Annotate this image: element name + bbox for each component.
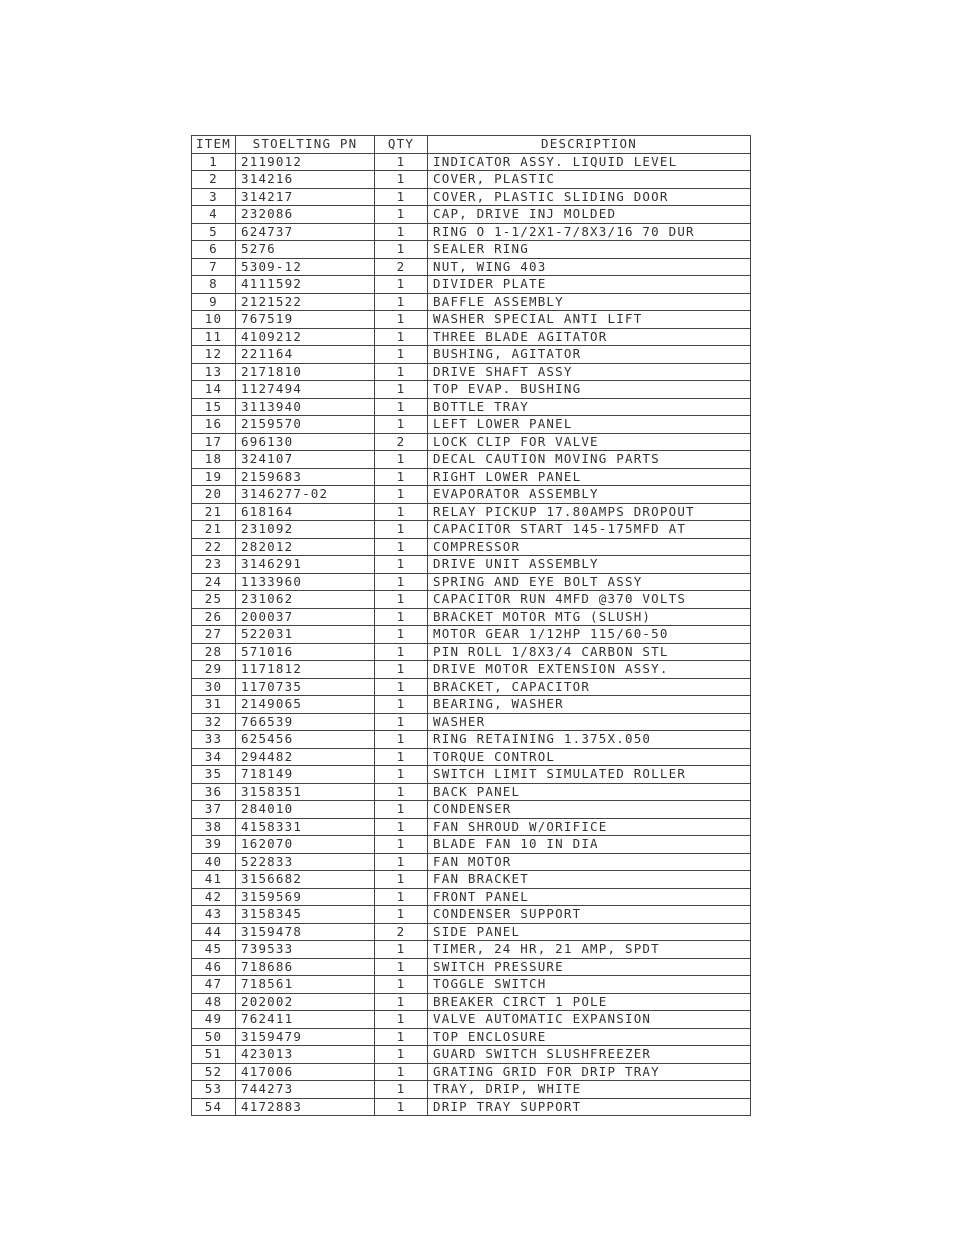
item-number-cell: 5 — [192, 223, 236, 241]
table-row — [192, 1028, 751, 1046]
table-row — [192, 223, 751, 241]
table-row — [192, 468, 751, 486]
part-number-cell: 3158351 — [236, 783, 375, 801]
part-number-cell: 3158345 — [236, 906, 375, 924]
table-row — [192, 941, 751, 959]
description-cell: SWITCH PRESSURE — [428, 958, 751, 976]
description-cell: TOP EVAP. BUSHING — [428, 381, 751, 399]
description-cell: WASHER — [428, 713, 751, 731]
item-number-cell: 20 — [192, 486, 236, 504]
table-row — [192, 206, 751, 224]
quantity-cell: 1 — [375, 311, 428, 329]
quantity-cell: 1 — [375, 643, 428, 661]
table-row — [192, 521, 751, 539]
part-number-cell: 3146277-02 — [236, 486, 375, 504]
table-row — [192, 748, 751, 766]
item-number-cell: 43 — [192, 906, 236, 924]
table-row — [192, 258, 751, 276]
item-number-cell: 32 — [192, 713, 236, 731]
part-number-cell: 324107 — [236, 451, 375, 469]
description-cell: BLADE FAN 10 IN DIA — [428, 836, 751, 854]
description-cell: BREAKER CIRCT 1 POLE — [428, 993, 751, 1011]
description-cell: BUSHING, AGITATOR — [428, 346, 751, 364]
item-number-cell: 17 — [192, 433, 236, 451]
description-cell: RIGHT LOWER PANEL — [428, 468, 751, 486]
part-number-cell: 3156682 — [236, 871, 375, 889]
item-number-cell: 31 — [192, 696, 236, 714]
description-cell: BRACKET, CAPACITOR — [428, 678, 751, 696]
item-number-cell: 26 — [192, 608, 236, 626]
item-number-cell: 6 — [192, 241, 236, 259]
quantity-cell: 2 — [375, 923, 428, 941]
item-number-cell: 42 — [192, 888, 236, 906]
item-number-cell: 48 — [192, 993, 236, 1011]
quantity-cell: 1 — [375, 748, 428, 766]
quantity-cell: 1 — [375, 363, 428, 381]
description-cell: BAFFLE ASSEMBLY — [428, 293, 751, 311]
description-cell: CONDENSER SUPPORT — [428, 906, 751, 924]
table-row — [192, 311, 751, 329]
table-row — [192, 381, 751, 399]
part-number-cell: 767519 — [236, 311, 375, 329]
table-row — [192, 976, 751, 994]
item-number-cell: 21 — [192, 503, 236, 521]
quantity-cell: 1 — [375, 171, 428, 189]
quantity-cell: 1 — [375, 1063, 428, 1081]
description-cell: LOCK CLIP FOR VALVE — [428, 433, 751, 451]
item-number-cell: 4 — [192, 206, 236, 224]
item-number-cell: 22 — [192, 538, 236, 556]
item-number-cell: 8 — [192, 276, 236, 294]
header-item: ITEM — [192, 136, 236, 154]
table-row — [192, 171, 751, 189]
description-cell: SEALER RING — [428, 241, 751, 259]
quantity-cell: 1 — [375, 398, 428, 416]
item-number-cell: 7 — [192, 258, 236, 276]
table-row — [192, 556, 751, 574]
quantity-cell: 1 — [375, 976, 428, 994]
part-number-cell: 1171812 — [236, 661, 375, 679]
parts-list-table — [191, 135, 751, 1116]
part-number-cell: 162070 — [236, 836, 375, 854]
table-row — [192, 626, 751, 644]
part-number-cell: 417006 — [236, 1063, 375, 1081]
item-number-cell: 3 — [192, 188, 236, 206]
part-number-cell: 232086 — [236, 206, 375, 224]
part-number-cell: 5276 — [236, 241, 375, 259]
part-number-cell: 231092 — [236, 521, 375, 539]
quantity-cell: 1 — [375, 818, 428, 836]
description-cell: VALVE AUTOMATIC EXPANSION — [428, 1011, 751, 1029]
description-cell: CAPACITOR START 145-175MFD AT — [428, 521, 751, 539]
part-number-cell: 1127494 — [236, 381, 375, 399]
table-row — [192, 678, 751, 696]
table-row — [192, 661, 751, 679]
table-row — [192, 993, 751, 1011]
item-number-cell: 45 — [192, 941, 236, 959]
description-cell: MOTOR GEAR 1/12HP 115/60-50 — [428, 626, 751, 644]
item-number-cell: 39 — [192, 836, 236, 854]
quantity-cell: 1 — [375, 1028, 428, 1046]
quantity-cell: 1 — [375, 696, 428, 714]
item-number-cell: 19 — [192, 468, 236, 486]
table-row — [192, 923, 751, 941]
item-number-cell: 50 — [192, 1028, 236, 1046]
table-row — [192, 486, 751, 504]
item-number-cell: 21 — [192, 521, 236, 539]
quantity-cell: 1 — [375, 486, 428, 504]
table-row — [192, 1011, 751, 1029]
description-cell: GRATING GRID FOR DRIP TRAY — [428, 1063, 751, 1081]
description-cell: DIVIDER PLATE — [428, 276, 751, 294]
quantity-cell: 1 — [375, 1081, 428, 1099]
table-row — [192, 836, 751, 854]
table-row — [192, 783, 751, 801]
item-number-cell: 25 — [192, 591, 236, 609]
quantity-cell: 2 — [375, 258, 428, 276]
description-cell: PIN ROLL 1/8X3/4 CARBON STL — [428, 643, 751, 661]
quantity-cell: 1 — [375, 906, 428, 924]
table-row — [192, 398, 751, 416]
item-number-cell: 53 — [192, 1081, 236, 1099]
part-number-cell: 221164 — [236, 346, 375, 364]
item-number-cell: 41 — [192, 871, 236, 889]
part-number-cell: 744273 — [236, 1081, 375, 1099]
part-number-cell: 314216 — [236, 171, 375, 189]
table-row — [192, 188, 751, 206]
part-number-cell: 2171810 — [236, 363, 375, 381]
quantity-cell: 1 — [375, 223, 428, 241]
part-number-cell: 522031 — [236, 626, 375, 644]
item-number-cell: 51 — [192, 1046, 236, 1064]
table-row — [192, 591, 751, 609]
description-cell: TOGGLE SWITCH — [428, 976, 751, 994]
part-number-cell: 314217 — [236, 188, 375, 206]
table-row — [192, 871, 751, 889]
item-number-cell: 9 — [192, 293, 236, 311]
quantity-cell: 1 — [375, 451, 428, 469]
header-quantity: QTY — [375, 136, 428, 154]
part-number-cell: 718686 — [236, 958, 375, 976]
description-cell: RELAY PICKUP 17.80AMPS DROPOUT — [428, 503, 751, 521]
part-number-cell: 4111592 — [236, 276, 375, 294]
item-number-cell: 30 — [192, 678, 236, 696]
item-number-cell: 33 — [192, 731, 236, 749]
quantity-cell: 1 — [375, 328, 428, 346]
table-row — [192, 958, 751, 976]
header-description: DESCRIPTION — [428, 136, 751, 154]
item-number-cell: 14 — [192, 381, 236, 399]
quantity-cell: 1 — [375, 503, 428, 521]
table-row — [192, 433, 751, 451]
item-number-cell: 13 — [192, 363, 236, 381]
table-row — [192, 888, 751, 906]
quantity-cell: 1 — [375, 1046, 428, 1064]
description-cell: TORQUE CONTROL — [428, 748, 751, 766]
table-row — [192, 1063, 751, 1081]
table-row — [192, 363, 751, 381]
item-number-cell: 44 — [192, 923, 236, 941]
description-cell: RING RETAINING 1.375X.050 — [428, 731, 751, 749]
description-cell: NUT, WING 403 — [428, 258, 751, 276]
item-number-cell: 49 — [192, 1011, 236, 1029]
quantity-cell: 1 — [375, 276, 428, 294]
quantity-cell: 1 — [375, 731, 428, 749]
description-cell: BEARING, WASHER — [428, 696, 751, 714]
part-number-cell: 522833 — [236, 853, 375, 871]
part-number-cell: 1170735 — [236, 678, 375, 696]
part-number-cell: 718561 — [236, 976, 375, 994]
description-cell: CAP, DRIVE INJ MOLDED — [428, 206, 751, 224]
quantity-cell: 1 — [375, 188, 428, 206]
item-number-cell: 11 — [192, 328, 236, 346]
table-row — [192, 906, 751, 924]
part-number-cell: 2159683 — [236, 468, 375, 486]
table-row — [192, 766, 751, 784]
part-number-cell: 5309-12 — [236, 258, 375, 276]
quantity-cell: 1 — [375, 538, 428, 556]
quantity-cell: 1 — [375, 381, 428, 399]
table-row — [192, 346, 751, 364]
quantity-cell: 1 — [375, 853, 428, 871]
description-cell: WASHER SPECIAL ANTI LIFT — [428, 311, 751, 329]
quantity-cell: 1 — [375, 713, 428, 731]
part-number-cell: 282012 — [236, 538, 375, 556]
part-number-cell: 3159569 — [236, 888, 375, 906]
part-number-cell: 2159570 — [236, 416, 375, 434]
quantity-cell: 1 — [375, 293, 428, 311]
quantity-cell: 1 — [375, 888, 428, 906]
part-number-cell: 718149 — [236, 766, 375, 784]
item-number-cell: 46 — [192, 958, 236, 976]
item-number-cell: 54 — [192, 1098, 236, 1116]
quantity-cell: 1 — [375, 941, 428, 959]
description-cell: BRACKET MOTOR MTG (SLUSH) — [428, 608, 751, 626]
description-cell: COVER, PLASTIC — [428, 171, 751, 189]
quantity-cell: 1 — [375, 1098, 428, 1116]
part-number-cell: 1133960 — [236, 573, 375, 591]
description-cell: SWITCH LIMIT SIMULATED ROLLER — [428, 766, 751, 784]
description-cell: LEFT LOWER PANEL — [428, 416, 751, 434]
description-cell: FAN BRACKET — [428, 871, 751, 889]
table-row — [192, 153, 751, 171]
item-number-cell: 2 — [192, 171, 236, 189]
table-row — [192, 696, 751, 714]
quantity-cell: 1 — [375, 346, 428, 364]
quantity-cell: 1 — [375, 573, 428, 591]
header-part-number: STOELTING PN — [236, 136, 375, 154]
part-number-cell: 284010 — [236, 801, 375, 819]
table-row — [192, 451, 751, 469]
quantity-cell: 1 — [375, 521, 428, 539]
description-cell: INDICATOR ASSY. LIQUID LEVEL — [428, 153, 751, 171]
description-cell: THREE BLADE AGITATOR — [428, 328, 751, 346]
item-number-cell: 23 — [192, 556, 236, 574]
quantity-cell: 1 — [375, 1011, 428, 1029]
quantity-cell: 1 — [375, 556, 428, 574]
item-number-cell: 24 — [192, 573, 236, 591]
quantity-cell: 1 — [375, 416, 428, 434]
quantity-cell: 1 — [375, 241, 428, 259]
part-number-cell: 618164 — [236, 503, 375, 521]
quantity-cell: 1 — [375, 783, 428, 801]
description-cell: TOP ENCLOSURE — [428, 1028, 751, 1046]
item-number-cell: 40 — [192, 853, 236, 871]
table-row — [192, 538, 751, 556]
description-cell: SPRING AND EYE BOLT ASSY — [428, 573, 751, 591]
part-number-cell: 4158331 — [236, 818, 375, 836]
part-number-cell: 4109212 — [236, 328, 375, 346]
description-cell: EVAPORATOR ASSEMBLY — [428, 486, 751, 504]
part-number-cell: 739533 — [236, 941, 375, 959]
part-number-cell: 3113940 — [236, 398, 375, 416]
item-number-cell: 47 — [192, 976, 236, 994]
table-row — [192, 241, 751, 259]
part-number-cell: 423013 — [236, 1046, 375, 1064]
quantity-cell: 1 — [375, 836, 428, 854]
quantity-cell: 1 — [375, 153, 428, 171]
part-number-cell: 625456 — [236, 731, 375, 749]
description-cell: DRIP TRAY SUPPORT — [428, 1098, 751, 1116]
item-number-cell: 36 — [192, 783, 236, 801]
description-cell: DRIVE SHAFT ASSY — [428, 363, 751, 381]
description-cell: FAN MOTOR — [428, 853, 751, 871]
item-number-cell: 28 — [192, 643, 236, 661]
quantity-cell: 1 — [375, 468, 428, 486]
description-cell: COMPRESSOR — [428, 538, 751, 556]
table-row — [192, 818, 751, 836]
table-row — [192, 713, 751, 731]
table-row — [192, 503, 751, 521]
quantity-cell: 1 — [375, 801, 428, 819]
part-number-cell: 762411 — [236, 1011, 375, 1029]
description-cell: GUARD SWITCH SLUSHFREEZER — [428, 1046, 751, 1064]
part-number-cell: 202002 — [236, 993, 375, 1011]
quantity-cell: 1 — [375, 206, 428, 224]
part-number-cell: 2119012 — [236, 153, 375, 171]
item-number-cell: 18 — [192, 451, 236, 469]
item-number-cell: 27 — [192, 626, 236, 644]
item-number-cell: 29 — [192, 661, 236, 679]
item-number-cell: 37 — [192, 801, 236, 819]
item-number-cell: 52 — [192, 1063, 236, 1081]
quantity-cell: 1 — [375, 871, 428, 889]
table-row — [192, 643, 751, 661]
table-row — [192, 416, 751, 434]
quantity-cell: 1 — [375, 766, 428, 784]
part-number-cell: 696130 — [236, 433, 375, 451]
quantity-cell: 1 — [375, 678, 428, 696]
item-number-cell: 15 — [192, 398, 236, 416]
quantity-cell: 1 — [375, 993, 428, 1011]
part-number-cell: 200037 — [236, 608, 375, 626]
part-number-cell: 231062 — [236, 591, 375, 609]
table-row — [192, 573, 751, 591]
table-row — [192, 853, 751, 871]
description-cell: DECAL CAUTION MOVING PARTS — [428, 451, 751, 469]
part-number-cell: 3146291 — [236, 556, 375, 574]
quantity-cell: 2 — [375, 433, 428, 451]
parts-table-body — [192, 153, 751, 1116]
description-cell: TRAY, DRIP, WHITE — [428, 1081, 751, 1099]
table-row — [192, 1098, 751, 1116]
part-number-cell: 624737 — [236, 223, 375, 241]
table-row — [192, 801, 751, 819]
table-row — [192, 608, 751, 626]
item-number-cell: 34 — [192, 748, 236, 766]
description-cell: CAPACITOR RUN 4MFD @370 VOLTS — [428, 591, 751, 609]
description-cell: BACK PANEL — [428, 783, 751, 801]
item-number-cell: 10 — [192, 311, 236, 329]
item-number-cell: 35 — [192, 766, 236, 784]
description-cell: SIDE PANEL — [428, 923, 751, 941]
quantity-cell: 1 — [375, 626, 428, 644]
part-number-cell: 4172883 — [236, 1098, 375, 1116]
quantity-cell: 1 — [375, 591, 428, 609]
description-cell: BOTTLE TRAY — [428, 398, 751, 416]
description-cell: CONDENSER — [428, 801, 751, 819]
quantity-cell: 1 — [375, 608, 428, 626]
table-row — [192, 328, 751, 346]
part-number-cell: 3159479 — [236, 1028, 375, 1046]
description-cell: DRIVE MOTOR EXTENSION ASSY. — [428, 661, 751, 679]
description-cell: RING O 1-1/2X1-7/8X3/16 70 DUR — [428, 223, 751, 241]
table-row — [192, 1081, 751, 1099]
item-number-cell: 12 — [192, 346, 236, 364]
part-number-cell: 2121522 — [236, 293, 375, 311]
description-cell: DRIVE UNIT ASSEMBLY — [428, 556, 751, 574]
item-number-cell: 38 — [192, 818, 236, 836]
table-row — [192, 293, 751, 311]
description-cell: COVER, PLASTIC SLIDING DOOR — [428, 188, 751, 206]
part-number-cell: 2149065 — [236, 696, 375, 714]
quantity-cell: 1 — [375, 661, 428, 679]
header-row — [192, 136, 751, 154]
table-row — [192, 731, 751, 749]
item-number-cell: 1 — [192, 153, 236, 171]
table-row — [192, 276, 751, 294]
part-number-cell: 766539 — [236, 713, 375, 731]
table-row — [192, 1046, 751, 1064]
part-number-cell: 571016 — [236, 643, 375, 661]
description-cell: FAN SHROUD W/ORIFICE — [428, 818, 751, 836]
part-number-cell: 3159478 — [236, 923, 375, 941]
quantity-cell: 1 — [375, 958, 428, 976]
item-number-cell: 16 — [192, 416, 236, 434]
part-number-cell: 294482 — [236, 748, 375, 766]
description-cell: FRONT PANEL — [428, 888, 751, 906]
description-cell: TIMER, 24 HR, 21 AMP, SPDT — [428, 941, 751, 959]
